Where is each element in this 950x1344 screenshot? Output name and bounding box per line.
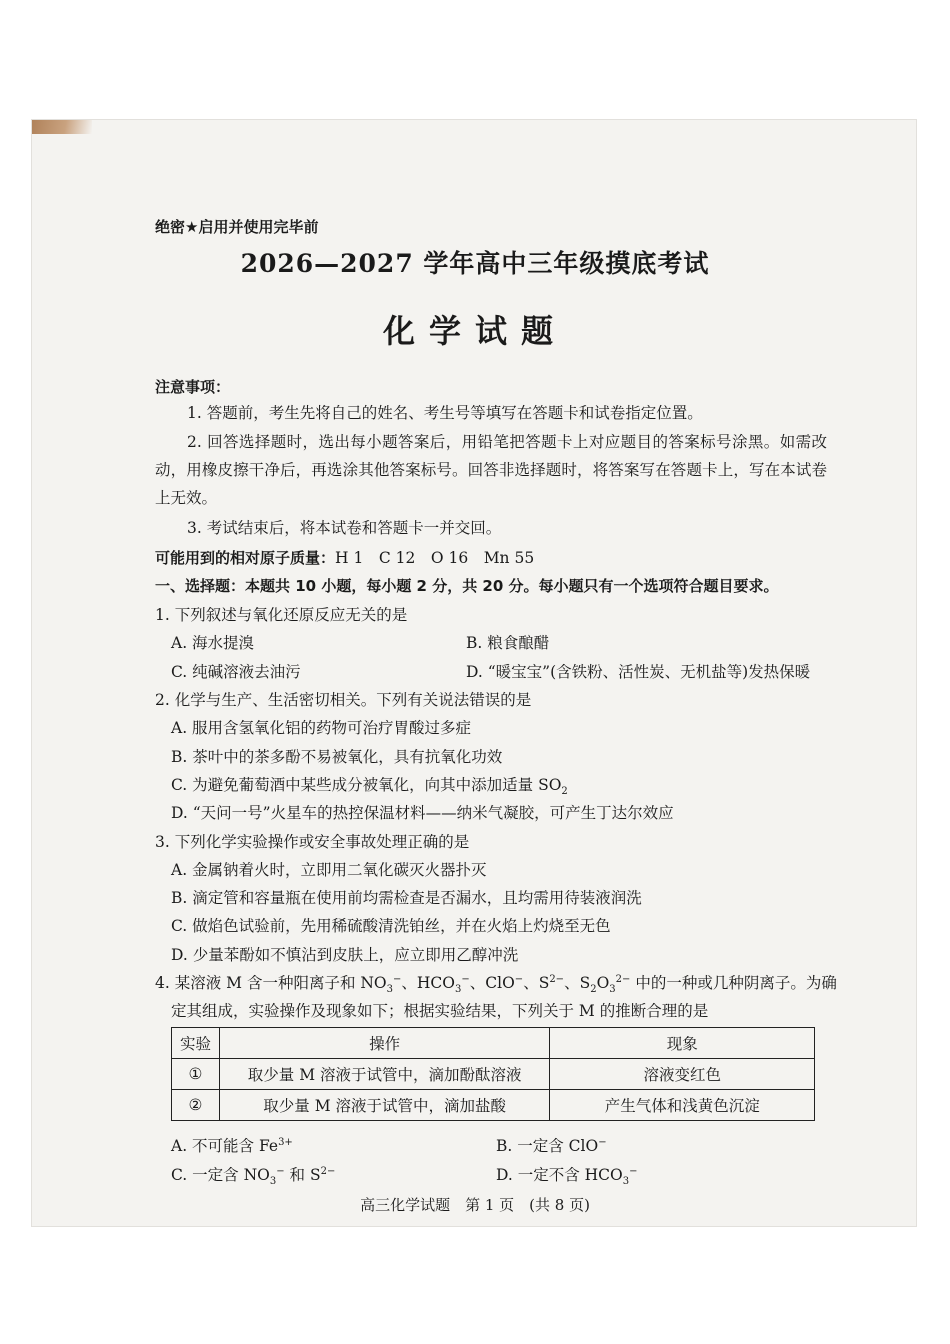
table-row [172,1059,815,1090]
question-1-option-a: A. 海水提溴 [171,634,255,652]
table-cell: 取少量 M 溶液于试管中，滴加盐酸 [219,1090,549,1121]
table-cell: ① [172,1059,220,1090]
question-4-option-d: D. 一定不含 $HCO_3^-$ [496,1165,638,1188]
question-1-stem: 1. 下列叙述与氧化还原反应无关的是 [155,606,408,624]
table-cell: 溶液变红色 [550,1059,815,1090]
secret-label: 绝密★启用并使用完毕前 [155,218,319,236]
question-2-option-a: A. 服用含氢氧化铝的药物可治疗胃酸过多症 [171,719,472,737]
question-3-option-a: A. 金属钠着火时，立即用二氧化碳灭火器扑灭 [171,861,487,879]
notice-item-3: 3. 考试结束后，将本试卷和答题卡一并交回。 [187,519,502,537]
question-1-option-d: D. “暖宝宝”(含铁粉、活性炭、无机盐等)发热保暖 [466,663,811,681]
question-2-option-c: C. 为避免葡萄酒中某些成分被氧化，向其中添加适量 $SO_2$ [171,776,568,798]
question-2-option-b: B. 茶叶中的茶多酚不易被氧化，具有抗氧化功效 [171,748,503,766]
experiment-table [171,1027,815,1121]
atomic-masses-values: H 1 C 12 O 16 Mn 55 [335,549,535,567]
exam-title: 2026—2027 学年高中三年级摸底考试 [240,249,710,278]
page-footer: 高三化学试题 第 1 页 (共 8 页) [360,1196,590,1214]
notice-heading: 注意事项： [155,378,231,396]
question-3-option-d: D. 少量苯酚如不慎沾到皮肤上，应立即用乙醇冲洗 [171,946,519,964]
table-cell: 产生气体和浅黄色沉淀 [550,1090,815,1121]
table-row [172,1090,815,1121]
subject-title: 化学试题 [382,312,567,350]
table-cell: ② [172,1090,220,1121]
question-3-option-c: C. 做焰色试验前，先用稀硫酸清洗铂丝，并在火焰上灼烧至无色 [171,917,611,935]
atomic-masses [155,546,534,568]
atomic-masses-label: 可能用到的相对原子质量： [155,549,336,567]
question-4-stem-line-2: 定其组成，实验操作及现象如下；根据实验结果，下列关于 M 的推断合理的是 [171,1002,709,1020]
question-4-stem-line-1: 4. 某溶液 M 含一种阳离子和 $NO_3^-$、$HCO_3^-$、ClO−、$S^{2-}$、$S_2O_3^{2-}$ 中的一种或几种阴离子。为确 [155,973,837,996]
table-header-row [172,1028,815,1059]
question-2-option-d: D. “天问一号”火星车的热控保温材料——纳米气凝胶，可产生丁达尔效应 [171,804,674,822]
question-1-option-c: C. 纯碱溶液去油污 [171,663,301,681]
question-4-option-b: B. 一定含 ClO− [496,1136,607,1155]
notice-item-1: 1. 答题前，考生先将自己的姓名、考生号等填写在答题卡和试卷指定位置。 [187,404,703,422]
notice-item-2: 2. 回答选择题时，选出每小题答案后，用铅笔把答题卡上对应题目的答案标号涂黑。如需改动，用橡皮擦干净后，再选涂其他答案标号。回答非选择题时，将答案写在答题卡上，写在本试卷上无效。 [155,433,827,507]
question-1-option-b: B. 粮食酿醋 [466,634,550,652]
question-2-stem: 2. 化学与生产、生活密切相关。下列有关说法错误的是 [155,691,532,709]
question-3-stem: 3. 下列化学实验操作或安全事故处理正确的是 [155,833,470,851]
paper-corner-shadow [32,120,92,134]
section-1-title: 一、选择题：本题共 10 小题，每小题 2 分，共 20 分。每小题只有一个选项符合题目要求。 [155,577,779,595]
table-header-phenomenon: 现象 [550,1028,815,1059]
table-header-operation: 操作 [219,1028,549,1059]
question-4-option-c: C. 一定含 $NO_3^-$ 和 $S^{2-}$ [171,1165,336,1188]
question-3-option-b: B. 滴定管和容量瓶在使用前均需检查是否漏水，且均需用待装液润洗 [171,889,642,907]
table-cell: 取少量 M 溶液于试管中，滴加酚酞溶液 [219,1059,549,1090]
table-header-experiment: 实验 [172,1028,220,1059]
question-4-option-a: A. 不可能含 $Fe^{3+}$ [171,1136,293,1155]
